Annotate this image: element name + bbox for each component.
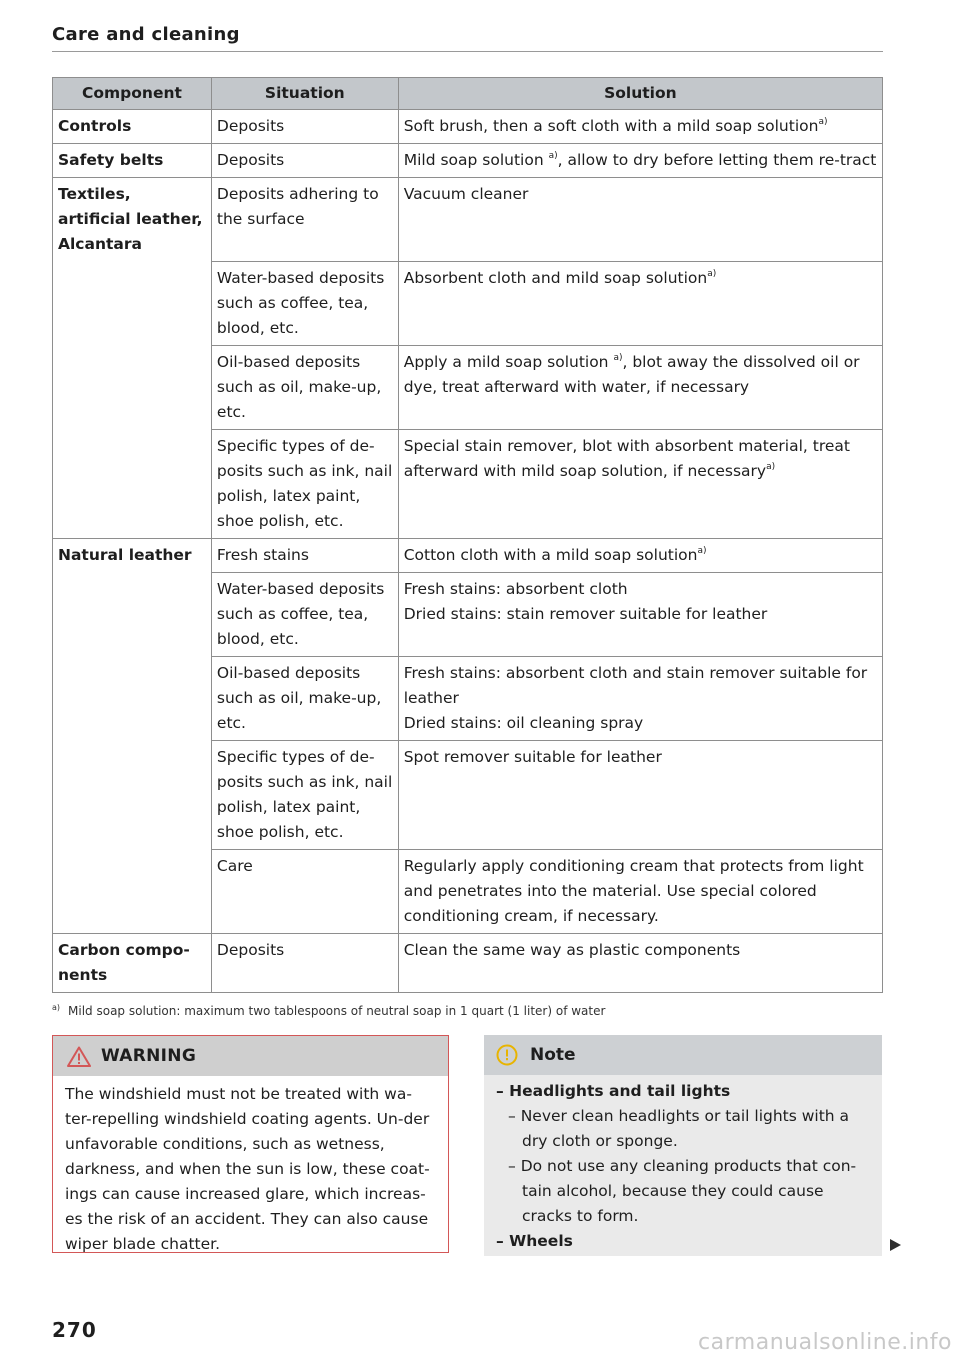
note-header	[484, 1035, 882, 1075]
header-component: Component	[53, 78, 212, 110]
table-row	[53, 110, 883, 144]
situation-cell: Deposits adhering to the surface	[211, 178, 398, 262]
situation-cell: Water-based deposits such as coffee, tea, blood, etc.	[211, 262, 398, 346]
solution-cell: Clean the same way as plastic components	[398, 934, 882, 993]
situation-cell: Deposits	[211, 144, 398, 178]
title-divider	[52, 51, 883, 52]
component-cell: Safety belts	[53, 144, 212, 178]
component-cell-empty	[53, 346, 212, 430]
component-cell-empty	[53, 430, 212, 539]
note-subitem: – Do not use any cleaning products that con-tain alcohol, because they could cause cracks to form.	[508, 1157, 857, 1225]
care-table	[52, 77, 883, 993]
table-row	[53, 741, 883, 850]
note-body	[484, 1075, 882, 1254]
footnote-ref[interactable]: a)	[766, 462, 776, 472]
footnote-ref[interactable]: a)	[818, 117, 828, 127]
table-row	[53, 178, 883, 262]
table-row	[53, 346, 883, 430]
situation-cell: Care	[211, 850, 398, 934]
note-subitem: – Never clean headlights or tail lights with a dry cloth or sponge.	[508, 1107, 850, 1150]
page-number: 270	[52, 1318, 97, 1342]
component-cell-empty	[53, 262, 212, 346]
note-item-wheels: – Wheels	[496, 1232, 573, 1250]
table-row	[53, 657, 883, 741]
note-box	[484, 1035, 882, 1256]
section-title: Care and cleaning	[52, 24, 240, 45]
table-row	[53, 430, 883, 539]
situation-cell: Deposits	[211, 110, 398, 144]
header-situation: Situation	[211, 78, 398, 110]
situation-cell: Specific types of de-posits such as ink, nail polish, latex paint, shoe polish, etc.	[211, 430, 398, 539]
situation-cell: Oil-based deposits such as oil, make-up, etc.	[211, 346, 398, 430]
table-row	[53, 573, 883, 657]
table-row	[53, 850, 883, 934]
component-cell: Controls	[53, 110, 212, 144]
continue-arrow-icon	[890, 1239, 901, 1251]
table-row	[53, 262, 883, 346]
component-cell: Textiles, artificial leather, Alcantara	[53, 178, 212, 262]
footnote-marker: a)	[52, 1003, 61, 1012]
solution-cell: Soft brush, then a soft cloth with a mild soap solution$^{a)}$	[398, 110, 882, 144]
situation-cell: Water-based deposits such as coffee, tea, blood, etc.	[211, 573, 398, 657]
footnote: $^{a)}$ Mild soap solution: maximum two tablespoons of neutral soap in 1 quart (1 liter) of water	[52, 1003, 606, 1018]
warning-title: WARNING	[101, 1046, 197, 1066]
solution-cell: Fresh stains: absorbent cloth and stain remover suitable for leather Dried stains: oil cleaning spray	[398, 657, 882, 741]
solution-cell: Apply a mild soap solution $^{a)}$, blot away the dissolved oil or dye, treat afterward with water, if necessary	[398, 346, 882, 430]
solution-cell: Cotton cloth with a mild soap solution$^{a)}$	[398, 539, 882, 573]
note-item-headlights: – Headlights and tail lights	[496, 1082, 731, 1100]
component-cell: Carbon compo-nents	[53, 934, 212, 993]
component-cell: Natural leather	[53, 539, 212, 573]
component-cell-empty	[53, 573, 212, 657]
solution-cell: Regularly apply conditioning cream that protects from light and penetrates into the material. Use special colored conditioning cream, if necessary.	[398, 850, 882, 934]
table-row	[53, 539, 883, 573]
warning-box	[52, 1035, 449, 1253]
solution-cell: Fresh stains: absorbent cloth Dried stains: stain remover suitable for leather	[398, 573, 882, 657]
situation-cell: Deposits	[211, 934, 398, 993]
component-cell-empty	[53, 657, 212, 741]
table-row	[53, 144, 883, 178]
footnote-ref[interactable]: a)	[697, 546, 707, 556]
situation-cell: Oil-based deposits such as oil, make-up, etc.	[211, 657, 398, 741]
solution-cell: Vacuum cleaner	[398, 178, 882, 262]
solution-cell: Absorbent cloth and mild soap solution$^{a)}$	[398, 262, 882, 346]
watermark: carmanualsonline.info	[698, 1330, 952, 1355]
footnote-ref[interactable]: a)	[548, 151, 558, 161]
solution-cell: Mild soap solution $^{a)}$, allow to dry before letting them re-tract	[398, 144, 882, 178]
note-title: Note	[530, 1045, 576, 1065]
solution-cell: Spot remover suitable for leather	[398, 741, 882, 850]
footnote-ref[interactable]: a)	[707, 269, 717, 279]
component-cell-empty	[53, 741, 212, 850]
situation-cell: Specific types of de-posits such as ink, nail polish, latex paint, shoe polish, etc.	[211, 741, 398, 850]
situation-cell: Fresh stains	[211, 539, 398, 573]
table-row	[53, 934, 883, 993]
solution-cell: Special stain remover, blot with absorbent material, treat afterward with mild soap solution, if necessary$^{a)}$	[398, 430, 882, 539]
warning-text: The windshield must not be treated with wa-ter-repelling windshield coating agents. Un-der unfavorable conditions, such as wetness, darkness, and when the sun is low, these coat-ings can cause increased glare, which increas-es the risk of an accident. They can also cause wiper blade chatter.	[65, 1085, 430, 1253]
component-cell-empty	[53, 850, 212, 934]
info-circle-icon	[496, 1044, 518, 1066]
table-header-row	[53, 78, 883, 110]
footnote-ref[interactable]: a)	[613, 353, 623, 363]
warning-header	[53, 1036, 448, 1076]
warning-triangle-icon	[67, 1046, 91, 1067]
header-solution: Solution	[398, 78, 882, 110]
